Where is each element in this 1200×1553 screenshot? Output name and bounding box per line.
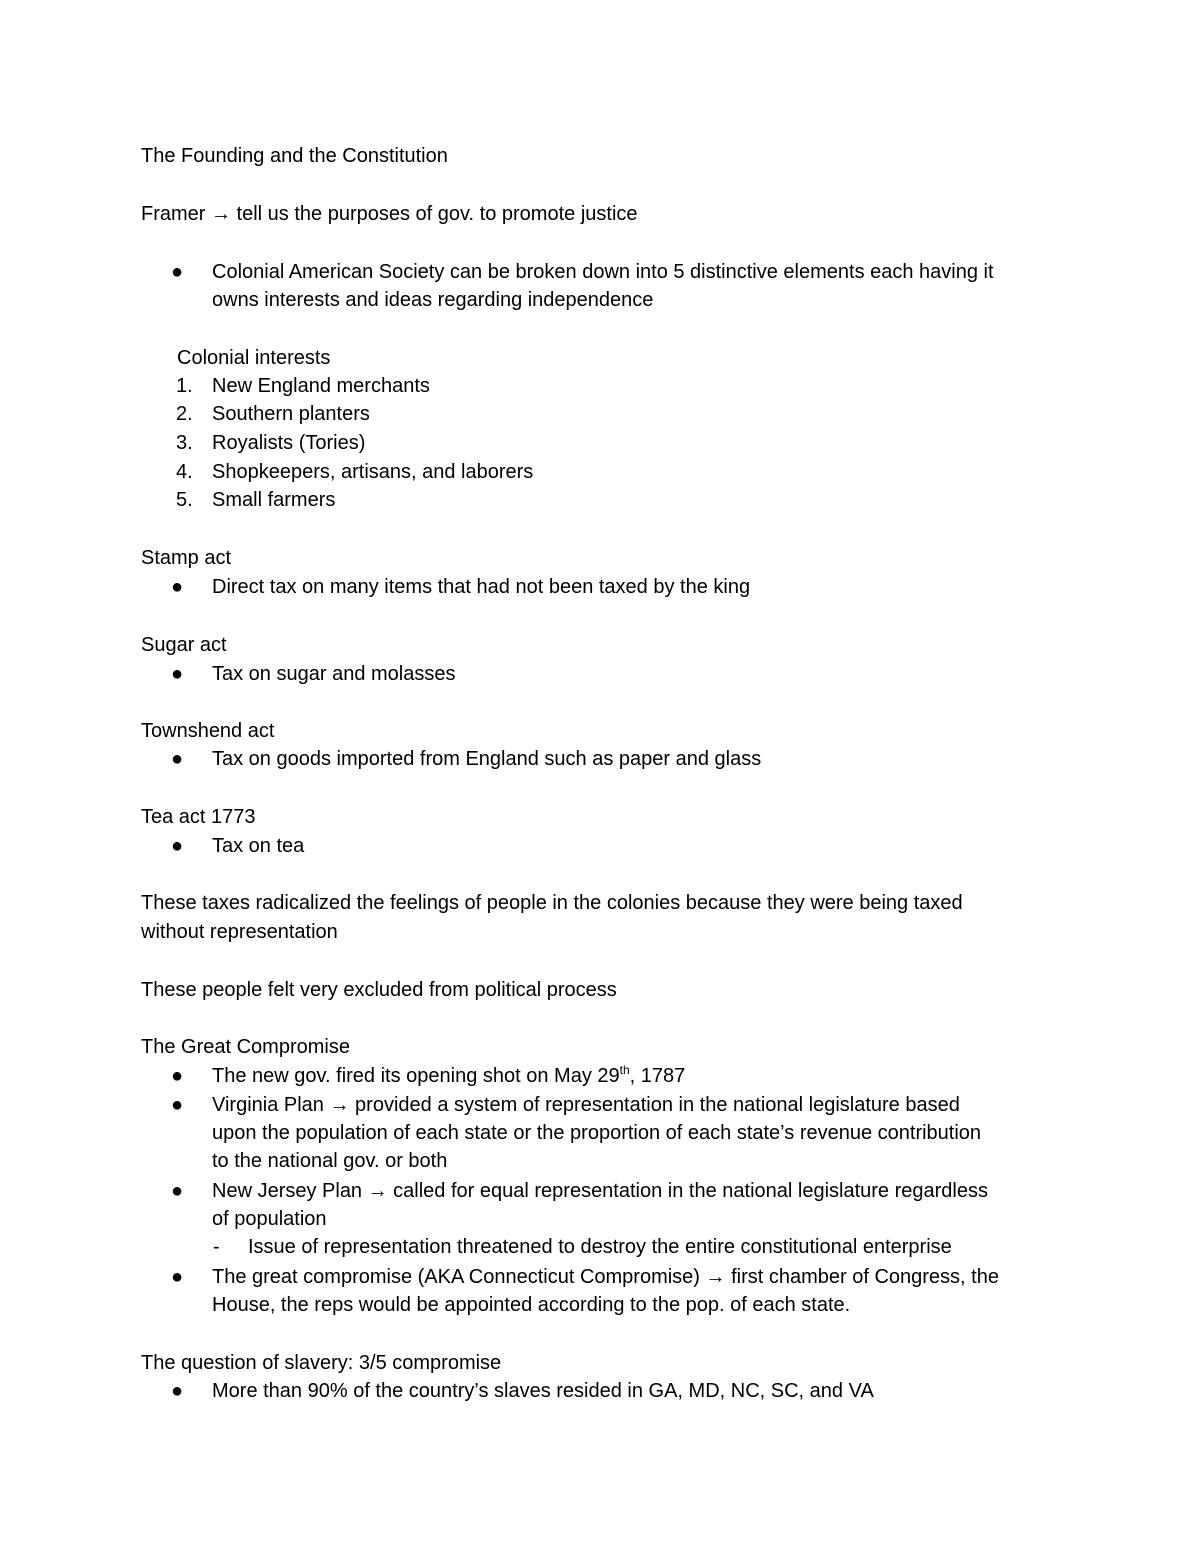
act-heading-sugar: Sugar act xyxy=(141,634,227,656)
society-bullet-line-2: owns interests and ideas regarding independence xyxy=(212,289,654,311)
act-bullet-townshend: Tax on goods imported from England such as paper and glass xyxy=(212,748,762,770)
connecticut-compromise-line-2: House, the reps would be appointed according to the pop. of each state. xyxy=(212,1294,851,1316)
act-heading-stamp: Stamp act xyxy=(141,547,232,569)
virginia-plan-line-3: to the national gov. or both xyxy=(212,1150,448,1172)
bullet-icon: ● xyxy=(171,1094,184,1116)
bullet-icon: ● xyxy=(171,1065,184,1087)
list-item: Southern planters xyxy=(212,403,370,425)
act-heading-townshend: Townshend act xyxy=(141,720,275,742)
representation-issue-subitem: Issue of representation threatened to destroy the entire constitutional enterprise xyxy=(248,1236,952,1258)
list-item: New England merchants xyxy=(212,375,430,397)
list-number: 4. xyxy=(176,461,193,483)
new-jersey-plan-line-2: of population xyxy=(212,1208,327,1230)
bullet-icon: ● xyxy=(171,576,184,598)
bullet-icon: ● xyxy=(171,835,184,857)
opening-shot-text: The new gov. fired its opening shot on May 29 xyxy=(212,1065,620,1087)
bullet-icon: ● xyxy=(171,1266,184,1288)
list-item: Shopkeepers, artisans, and laborers xyxy=(212,461,534,483)
excluded-paragraph: These people felt very excluded from political process xyxy=(141,979,617,1001)
bullet-icon: ● xyxy=(171,748,184,770)
society-bullet-line-1: Colonial American Society can be broken down into 5 distinctive elements each having it xyxy=(212,261,994,283)
bullet-icon: ● xyxy=(171,1180,184,1202)
framer-line: Framer → tell us the purposes of gov. to promote justice xyxy=(141,203,638,225)
opening-shot-bullet xyxy=(212,1062,685,1090)
taxes-paragraph-line-1: These taxes radicalized the feelings of people in the colonies because they were being taxed xyxy=(141,892,963,914)
opening-shot-year: , 1787 xyxy=(629,1065,686,1087)
act-heading-tea: Tea act 1773 xyxy=(141,806,256,828)
act-bullet-sugar: Tax on sugar and molasses xyxy=(212,663,456,685)
bullet-icon: ● xyxy=(171,663,184,685)
act-bullet-stamp: Direct tax on many items that had not been taxed by the king xyxy=(212,576,751,598)
great-compromise-heading: The Great Compromise xyxy=(141,1036,350,1058)
act-bullet-tea: Tax on tea xyxy=(212,835,305,857)
list-number: 5. xyxy=(176,489,193,511)
document-title: The Founding and the Constitution xyxy=(141,145,448,167)
slavery-bullet: More than 90% of the country’s slaves resided in GA, MD, NC, SC, and VA xyxy=(212,1380,874,1402)
connecticut-compromise-line-1: The great compromise (AKA Connecticut Compromise) → first chamber of Congress, the xyxy=(212,1266,999,1288)
list-item: Royalists (Tories) xyxy=(212,432,366,454)
slavery-heading: The question of slavery: 3/5 compromise xyxy=(141,1352,502,1374)
dash-marker: - xyxy=(213,1236,220,1258)
list-number: 1. xyxy=(176,375,193,397)
new-jersey-plan-line-1: New Jersey Plan → called for equal representation in the national legislature regardless xyxy=(212,1180,988,1202)
date-ordinal: th xyxy=(619,1063,630,1077)
virginia-plan-line-2: upon the population of each state or the proportion of each state’s revenue contribution xyxy=(212,1122,982,1144)
virginia-plan-line-1: Virginia Plan → provided a system of representation in the national legislature based xyxy=(212,1094,960,1116)
colonial-interests-heading: Colonial interests xyxy=(177,347,331,369)
bullet-icon: ● xyxy=(171,261,184,283)
list-number: 3. xyxy=(176,432,193,454)
list-item: Small farmers xyxy=(212,489,336,511)
taxes-paragraph-line-2: without representation xyxy=(141,921,338,943)
bullet-icon: ● xyxy=(171,1380,184,1402)
list-number: 2. xyxy=(176,403,193,425)
